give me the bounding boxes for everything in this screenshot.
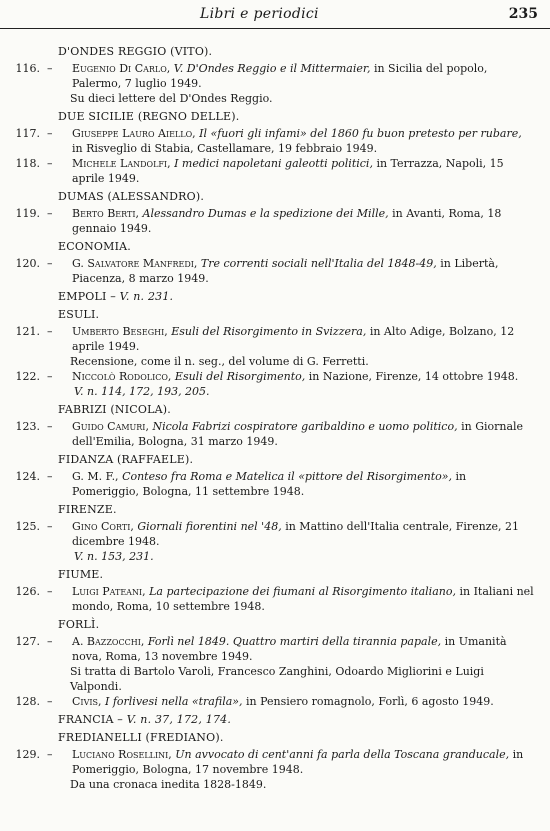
heading-subject: DUMAS (ALESSANDRO). (58, 190, 205, 203)
entry-text (72, 469, 534, 499)
entry-title: Tre correnti sociali nell'Italia del 1848-49, (200, 257, 437, 270)
heading-reference: – V. n. 231. (110, 290, 174, 303)
entry-number: 129. (15, 748, 40, 761)
bibliography-entry (0, 519, 550, 549)
entry-dash: – (47, 695, 53, 708)
entry-author: Luciano Rosellini, (72, 748, 172, 761)
entry-author: Gino Corti, (72, 520, 134, 533)
entry-note: Si tratta di Bartolo Varoli, Francesco Zanghini, Odoardo Migliorini e Luigi Valpondi. (70, 665, 484, 693)
entry-number: 128. (15, 695, 40, 708)
heading-subject: FREDIANELLI (FREDIANO). (58, 731, 224, 744)
section-heading (0, 189, 550, 204)
heading-subject: D'ONDES REGGIO (VITO). (58, 45, 213, 58)
header-rule (0, 28, 550, 29)
entry-author: Luigi Pateani, (72, 585, 146, 598)
entry-publication: in Sicilia del popolo, Palermo, 7 luglio 1949. (72, 62, 488, 90)
cross-reference: V. n. 114, 172, 193, 205. (74, 385, 210, 398)
entry-title: La partecipazione dei fiumani al Risorgimento italiano, (149, 585, 456, 598)
entry-text (72, 206, 534, 236)
cross-reference: V. n. 153, 231. (74, 550, 154, 563)
heading-subject: FIUME. (58, 568, 104, 581)
section-heading (0, 402, 550, 417)
entry-title: Il «fuori gli infami» del 1860 fu buon pretesto per rubare, (199, 127, 522, 140)
entry-author: Berto Berti, (72, 207, 139, 220)
entry-publication: in Mattino dell'Italia centrale, Firenze, 21 dicembre 1948. (72, 520, 520, 548)
bibliography-entry (0, 469, 550, 499)
section-heading (0, 712, 550, 727)
bibliography-entry (0, 419, 550, 449)
bibliography-entry (0, 61, 550, 91)
entry-title: Nicola Fabrizi cospiratore garibaldino e uomo politico, (152, 420, 458, 433)
entry-title: Alessandro Dumas e la spedizione dei Mille, (142, 207, 389, 220)
entry-title: Esuli del Risorgimento in Svizzera, (171, 325, 367, 338)
entry-dash: – (47, 520, 53, 533)
heading-subject: FIDANZA (RAFFAELE). (58, 453, 194, 466)
entry-text (72, 324, 534, 354)
bibliography-entry (0, 256, 550, 286)
entry-author: A. Bazzocchi, (72, 635, 145, 648)
heading-subject: ECONOMIA. (58, 240, 131, 253)
entry-title: Un avvocato di cent'anni fa parla della Toscana granducale, (175, 748, 510, 761)
entry-publication: in Giornale dell'Emilia, Bologna, 31 marzo 1949. (72, 420, 524, 448)
entry-number: 116. (15, 62, 40, 75)
bibliography-entry (0, 156, 550, 186)
section-heading (0, 44, 550, 59)
entry-dash: – (47, 748, 53, 761)
heading-subject: EMPOLI (58, 290, 107, 303)
entry-number: 125. (15, 520, 40, 533)
section-heading (0, 109, 550, 124)
entry-author: Eugenio Di Carlo, (72, 62, 171, 75)
entry-number: 117. (15, 127, 40, 140)
bibliography-entry (0, 747, 550, 777)
heading-subject: FRANCIA (58, 713, 114, 726)
entry-title: Esuli del Risorgimento, (174, 370, 306, 383)
entry-number: 122. (15, 370, 40, 383)
entry-publication: in Pomeriggio, Bologna, 11 settembre 1948. (72, 470, 467, 498)
entry-text (72, 256, 534, 286)
entry-note: Su dieci lettere del D'Ondes Reggio. (70, 92, 273, 105)
entry-publication: in Avanti, Roma, 18 gennaio 1949. (72, 207, 502, 235)
entry-number: 127. (15, 635, 40, 648)
entry-number: 123. (15, 420, 40, 433)
entry-publication: in Umanità nova, Roma, 13 novembre 1949. (72, 635, 507, 663)
entry-author: G. M. F., (72, 470, 119, 483)
entry-dash: – (47, 62, 53, 75)
bibliography-entry (0, 206, 550, 236)
section-heading (0, 567, 550, 582)
entry-dash: – (47, 157, 53, 170)
entry-text (72, 369, 534, 384)
entry-dash: – (47, 470, 53, 483)
entry-title: Forlì nel 1849. Quattro martiri della tirannia papale, (147, 635, 442, 648)
entry-publication: in Pomeriggio, Bologna, 17 novembre 1948. (72, 748, 524, 776)
entry-author: G. Salvatore Manfredi, (72, 257, 198, 270)
heading-subject: FIRENZE. (58, 503, 117, 516)
entry-dash: – (47, 127, 53, 140)
page-header (0, 0, 550, 30)
entry-title: V. D'Ondes Reggio e il Mittermaier, (173, 62, 371, 75)
entry-text (72, 519, 534, 549)
entry-dash: – (47, 585, 53, 598)
bibliography-entry (0, 634, 550, 664)
bibliography-list (0, 44, 550, 792)
bibliography-entry (0, 694, 550, 709)
bibliography-entry (0, 369, 550, 384)
entry-dash: – (47, 325, 53, 338)
entry-note: Recensione, come il n. seg., del volume di G. Ferretti. (70, 355, 369, 368)
heading-reference: – V. n. 37, 172, 174. (117, 713, 232, 726)
entry-number: 118. (15, 157, 40, 170)
entry-number: 120. (15, 257, 40, 270)
entry-title: Conteso fra Roma e Matelica il «pittore del Risorgimento», (122, 470, 452, 483)
entry-text (72, 584, 534, 614)
entry-title: I forlivesi nella «trafila», (105, 695, 243, 708)
entry-text (72, 126, 534, 156)
bibliography-entry (0, 324, 550, 354)
entry-title: I medici napoletani galeotti politici, (174, 157, 373, 170)
entry-author: Michele Landolfi, (72, 157, 171, 170)
entry-author: Civis, (72, 695, 102, 708)
entry-number: 126. (15, 585, 40, 598)
section-heading (0, 289, 550, 304)
entry-publication: in Italiani nel mondo, Roma, 10 settembre 1948. (72, 585, 534, 613)
heading-subject: FABRIZI (NICOLA). (58, 403, 171, 416)
heading-subject: ESULI. (58, 308, 100, 321)
entry-dash: – (47, 257, 53, 270)
entry-publication: in Terrazza, Napoli, 15 aprile 1949. (72, 157, 504, 185)
entry-author: Guido Camuri, (72, 420, 149, 433)
entry-number: 119. (15, 207, 40, 220)
section-heading (0, 307, 550, 322)
section-heading (0, 239, 550, 254)
entry-text (72, 156, 534, 186)
heading-subject: DUE SICILIE (REGNO DELLE). (58, 110, 240, 123)
entry-text (72, 634, 534, 664)
entry-author: Umberto Beseghi, (72, 325, 168, 338)
entry-number: 121. (15, 325, 40, 338)
entry-dash: – (47, 370, 53, 383)
entry-author: Niccolò Rodolico, (72, 370, 172, 383)
entry-text (72, 61, 534, 91)
entry-publication: in Alto Adige, Bolzano, 12 aprile 1949. (72, 325, 515, 353)
entry-dash: – (47, 207, 53, 220)
entry-publication: in Nazione, Firenze, 14 ottobre 1948. (308, 370, 519, 383)
entry-text (72, 419, 534, 449)
entry-publication: in Libertà, Piacenza, 8 marzo 1949. (72, 257, 499, 285)
section-heading (0, 452, 550, 467)
entry-dash: – (47, 420, 53, 433)
entry-note: Da una cronaca inedita 1828-1849. (70, 778, 267, 791)
entry-dash: – (47, 635, 53, 648)
heading-subject: FORLÌ. (58, 618, 100, 631)
entry-publication: in Pensiero romagnolo, Forlì, 6 agosto 1949. (246, 695, 494, 708)
entry-author: Giuseppe Lauro Aiello, (72, 127, 196, 140)
bibliography-entry (0, 584, 550, 614)
entry-publication: in Risveglio di Stabia, Castellamare, 19 febbraio 1949. (72, 142, 378, 155)
entry-text (72, 694, 534, 709)
section-heading (0, 617, 550, 632)
section-heading (0, 730, 550, 745)
section-heading (0, 502, 550, 517)
entry-title: Giornali fiorentini nel '48, (137, 520, 282, 533)
running-title: Libri e periodici (200, 6, 319, 22)
entry-number: 124. (15, 470, 40, 483)
page-number: 235 (508, 6, 538, 22)
bibliography-entry (0, 126, 550, 156)
entry-text (72, 747, 534, 777)
